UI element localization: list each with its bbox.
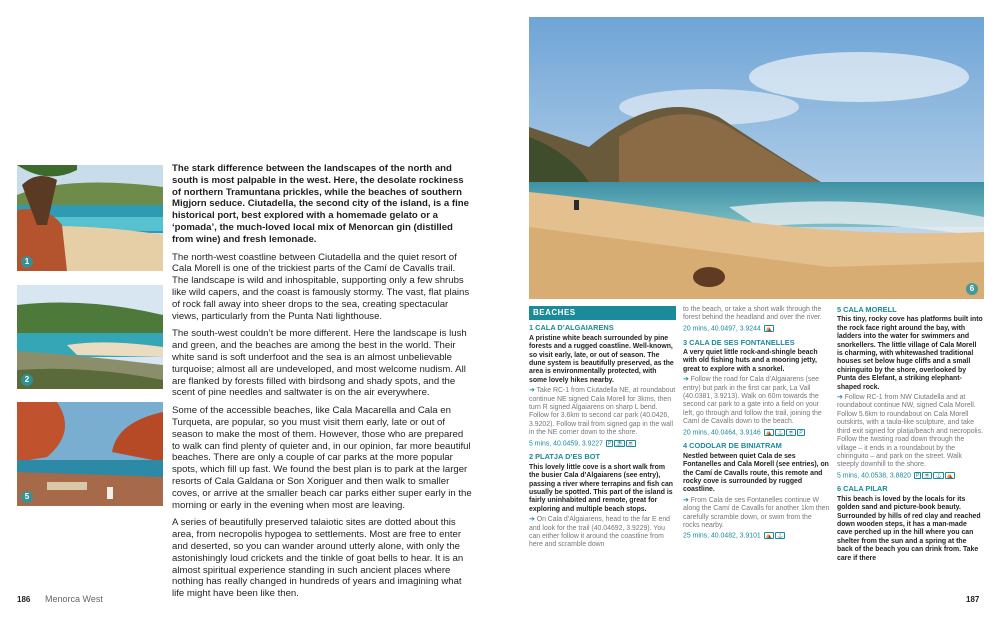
- beach-title: CALA PILAR: [843, 484, 888, 494]
- beach-directions: Follow RC-1 from NW Ciutadella and at roundabout continue NW, signed Cala Morell. Follow 5.6km to roundabout on Cala Morell outskirts, with a taula-like sculpture, and take third exit signed for platja/beach and necropolis. Follow the twisting road down through the village – it ends in a roundabout by the chiringuito – and park on the street. Walk steeply downhill to the shore.: [837, 394, 983, 469]
- arrow-icon: ➔: [837, 394, 845, 402]
- beach-directions: From Cala de ses Fontanelles continue W along the Camí de Cavalls for another 1km then carefully scramble down, or swim from the rocks nearby.: [683, 496, 830, 529]
- photo-5: [17, 402, 163, 506]
- beach-title: PLATJA D’ES BOT: [535, 452, 601, 462]
- beach-directions: Follow the road for Cala d’Algaiarens (see entry) but park in the first car park, La Vall (40.0381, 3.9213). Walk on 60m towards the second car park to a gate into a field on your left, go through and follow the trail, joining the Camí de Cavalls down to the beach.: [683, 376, 822, 426]
- beach-title: CALA D’ALGAIARENS: [535, 323, 614, 333]
- cafe-icon: ☕: [627, 440, 634, 447]
- beach-directions-continued: to the beach, or take a short walk through the forest behind the headland and over the river.: [683, 306, 822, 322]
- beach-number: 2: [529, 452, 534, 462]
- right-page-number: 187: [966, 595, 980, 604]
- body-paragraph-2: The south-west couldn’t be more different. Here the landscape is lush and green, and the beaches are among the best in the world. Their white sand is soft underfoot and the sea is an almost unbelievable turquoise; almost all are undeveloped, and most welcome nudism. All are flanked by forests filled with birdsong and shady spots, and the scent of pine needles and saltwater is on the air everywhere.: [172, 328, 467, 399]
- hero-photo: [529, 17, 984, 299]
- beach-entry-2: [529, 453, 676, 549]
- hero-photo-image: [529, 17, 984, 299]
- beach-entry-5: [837, 306, 984, 480]
- photo-1-image: [17, 165, 163, 271]
- photo-1: [17, 165, 163, 271]
- cafe-icon: ☕: [924, 472, 931, 479]
- anchor-icon: ⚓: [935, 472, 942, 479]
- beach-entry-1: [529, 324, 676, 448]
- beaches-column-3: [837, 306, 984, 568]
- parking-icon: P: [915, 472, 920, 479]
- running-footer: Menorca West: [45, 594, 103, 604]
- beach-number: 4: [683, 441, 688, 451]
- umbrella-icon: ⛱: [616, 440, 623, 447]
- beach-description: Nestled between quiet Cala de ses Fontanelles and Cala Morell (see entries), on the Camí de Cavalls route, this remote and rocky cove is surrounded by rugged coastline.: [683, 452, 829, 494]
- beach-entry-3: [683, 339, 830, 438]
- hiking-icon: ⛺: [765, 325, 772, 332]
- beach-coordinates: 5 mins, 40.0459, 3.9227: [529, 440, 603, 448]
- beach-coordinates: 25 mins, 40.0482, 3.9101: [683, 532, 761, 540]
- beach-number: 5: [837, 305, 842, 314]
- photo-5-image: [17, 402, 163, 506]
- left-page-number: 186: [17, 595, 31, 604]
- intro-paragraph: The stark difference between the landscapes of the north and south is most palpable in the west. Here, the desolate rockiness of northern Tramuntana prickles, while the beaches of southern Migjorn seduce. Ciutadella, the second city of the island, is a fine historical port, best explored with a homemade gelato or a ‘pomada’, the much-loved local mix of Menorcan gin (distilled from wine) and fresh lemonade.: [172, 163, 469, 245]
- hero-photo-number: 6: [966, 283, 978, 295]
- beach-number: 1: [529, 323, 534, 333]
- photo-5-number: 5: [21, 491, 33, 503]
- beach-description: This tiny, rocky cove has platforms built into the rock face right around the bay, with ladders into the water for swimmers and snorkellers. The little village of Cala Morell is charming, with whitewashed traditional houses set below huge cliffs and a small chiringuito by the shore, overlooked by Punta des Elefant, a striking elephant-shaped rock.: [837, 316, 983, 391]
- arrow-icon: ➔: [683, 376, 691, 384]
- beach-coordinates: 5 mins, 40.0538, 3.8820: [837, 472, 911, 480]
- arrow-icon: ➔: [529, 387, 537, 395]
- body-paragraph-3: Some of the accessible beaches, like Cala Macarella and Cala en Turqueta, are popular, so you must visit them early, late or out of season to make the most of them. However, those who are prepared to walk can find plenty of quieter and, in our opinion, far more beautiful beaches. There are only a couple of car parks at the more popular spots, which fill up fast. We found the best plan is to park at the larger resorts of Cala Galdana or Son Xoriguer and then walk to smaller coves, or arrive at the smaller beach car parks either super early in the morning or early in the evening when most are leaving.: [172, 405, 472, 511]
- beach-description: This beach is loved by the locals for its golden sand and picture-book beauty. Surrounded by hills of red clay and reached down wooden steps, it has a man-made cave perched up in the hill where you can shelter from the sun and a spring at the back of the beach you can drink from. Take care if there: [837, 495, 981, 562]
- beach-description: A very quiet little rock-and-shingle beach with old fishing huts and a mooring jetty, great to explore with a snorkel.: [683, 348, 818, 373]
- beach-directions: On Cala d’Algaiarens, head to the far E end and look for the trail (40.04692, 3.9229). You can either follow it around the coastline from here and scramble down: [529, 516, 671, 549]
- left-body-text: [172, 163, 472, 606]
- beaches-banner: BEACHES: [529, 306, 676, 320]
- beach-number: 3: [683, 337, 688, 347]
- body-paragraph-1: The north-west coastline between Ciutadella and the quiet resort of Cala Morell is one of the trickiest parts of the Camí de Cavalls trail. The landscape is wild and inhospitable, supporting only a few shrubs like wild capers, and the coast is famously stormy. The vast, flat plains of rock fall away into sheer drops to the sea, creating spectacular views, particularly from the Punta Nati lighthouse.: [172, 251, 470, 322]
- beach-description: A pristine white beach surrounded by pine forests and a rugged coastline. Well-known, so visit early, late, or out of season. The dune system is beautifully preserved, as the area is environmentally protected, with some lovely hikes nearby.: [529, 334, 674, 384]
- hiking-icon: ⛺: [765, 533, 772, 540]
- beaches-column-1: [529, 306, 676, 555]
- beach-entry-4: [683, 442, 830, 541]
- photo-2: [17, 285, 163, 389]
- beach-title: CALA MORELL: [843, 305, 897, 314]
- parking-icon: P: [607, 440, 612, 447]
- beach-title: CALA DE SES FONTANELLES: [689, 337, 795, 347]
- parking-icon: P: [799, 429, 803, 436]
- photo-1-number: 1: [21, 256, 33, 268]
- beach-directions: Take RC-1 from Ciutadella NE, at roundabout continue NE signed Cala Morell for 3kms, then turn R signed Algaiarens on sharp L bend. Follow for 3.6km to second car park (40.0426, 3.9202). Follow trail from signed gap in the wall in the NE corner down to the shore.: [529, 387, 676, 437]
- photo-2-image: [17, 285, 163, 389]
- beach-title: CODOLAR DE BINIATRAM: [689, 441, 782, 451]
- hiking-icon: ⛺: [946, 472, 953, 479]
- beach-number: 6: [837, 484, 842, 494]
- arrow-icon: ➔: [529, 516, 537, 524]
- beach-coordinates: 20 mins, 40.0464, 3.9146: [683, 428, 761, 436]
- beaches-column-2: [683, 306, 830, 546]
- anchor-icon: ⚓: [776, 533, 784, 540]
- hiking-icon: ⛺: [765, 429, 772, 436]
- cafe-icon: ☕: [788, 429, 795, 436]
- beach-description: This lovely little cove is a short walk from the busier Cala d’Algaiarens (see entry), passing a river where terrapins and fish can usually be spotted. This part of the island is fairly uninhabited and remote, great for exploring and multiple beach stops.: [529, 463, 673, 513]
- beach-entry-6: [837, 485, 984, 563]
- photo-2-number: 2: [21, 374, 33, 386]
- body-paragraph-4: A series of beautifully preserved talaiotic sites are dotted about this area, from necropolis hypogea to settlements. Most are free to enter and deserted, so you can wander around utterly alone, with only the astonishingly loud crickets and the tinkle of goat bells to hear. It is an almost spiritual experience standing in such ancient places where nothing has really changed in hundreds of years and imagining what life might have been like then.: [172, 517, 464, 600]
- beach-coordinates: 20 mins, 40.0497, 3.9244: [683, 325, 761, 333]
- anchor-icon: ⚓: [776, 429, 784, 436]
- arrow-icon: ➔: [683, 496, 691, 504]
